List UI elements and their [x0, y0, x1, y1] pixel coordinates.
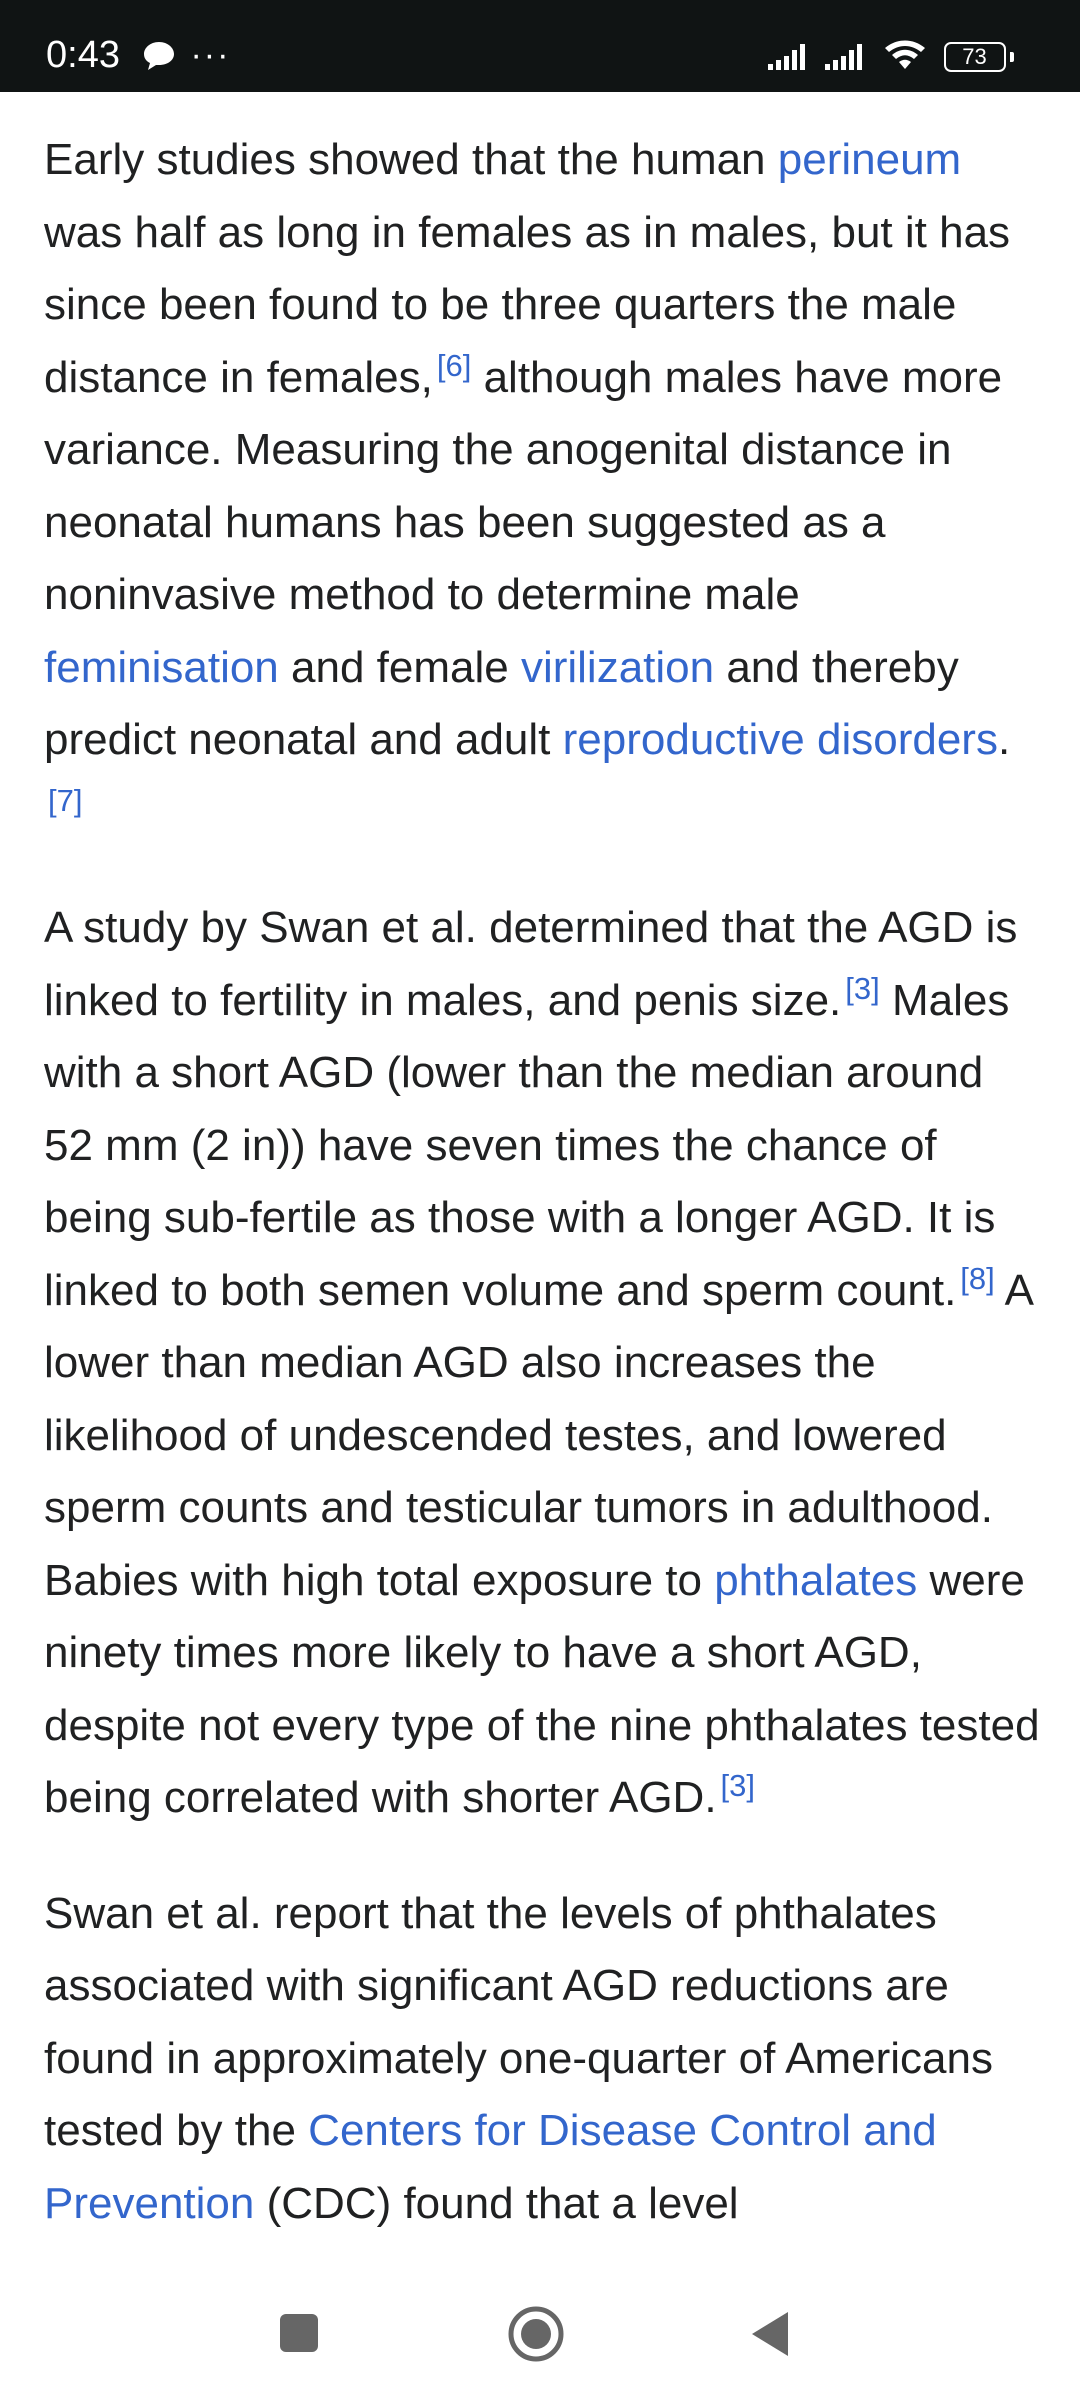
status-time: 0:43: [46, 34, 120, 76]
link-reproductive-disorders[interactable]: reproductive disorders: [562, 715, 998, 764]
navigation-bar: [0, 2268, 1080, 2400]
back-triangle-icon[interactable]: [748, 2310, 792, 2358]
text: Males with a short AGD (lower than the median around 52 mm (2 in)) have seven times the chance of being sub-fertile as those with a longer AGD. It is linked to both semen volume and sperm count.: [44, 975, 1010, 1315]
text: A lower than median AGD also increases the likelihood of undescended testes, and lowered sperm counts and testicular tumors in adulthood. Babies with high total exposure to: [44, 1265, 1032, 1605]
home-circle-icon[interactable]: [506, 2304, 566, 2364]
paragraph: [44, 92, 1044, 849]
link-cdc[interactable]: Centers for Disease Control and Prevention: [44, 2106, 937, 2228]
link-virilization[interactable]: virilization: [520, 642, 715, 692]
text: and female: [278, 642, 521, 692]
text: Swan et al. report that the levels of phthalates associated with significant AGD reductions are found in approximately one-quarter of Americans tested by the: [44, 1888, 993, 2155]
link-feminisation[interactable]: feminisation: [44, 642, 279, 692]
article-content: [44, 92, 1044, 2268]
text: A study by Swan et al. determined that the AGD is linked to fertility in males, and penis size.: [44, 903, 1018, 1025]
citation-8[interactable]: [8]: [960, 1260, 995, 1296]
text: were ninety times more likely to have a short AGD, despite not every type of the nine phthalates tested being correlated with shorter AGD.: [44, 1555, 1040, 1822]
paragraph: [44, 1878, 1044, 2241]
link-perineum[interactable]: perineum: [777, 135, 962, 184]
text: .: [997, 715, 1011, 764]
signal-icon: [768, 40, 816, 70]
paragraph: [44, 892, 1044, 1835]
signal-icon: [825, 40, 877, 70]
wifi-icon: [883, 38, 927, 70]
status-right-icons: [768, 38, 1014, 78]
battery-level: 73: [962, 44, 987, 69]
status-left-icons: [142, 36, 231, 81]
battery-tip: [1010, 52, 1014, 62]
battery-icon: [944, 42, 1006, 72]
text: (CDC) found that a level: [254, 2178, 739, 2228]
citation-6[interactable]: [6]: [436, 347, 472, 383]
text: was half as long in females as in males, but it has since been found to be three quarters the male distance in females,: [44, 207, 1011, 402]
recents-square-icon[interactable]: [278, 2312, 322, 2356]
citation-3[interactable]: [3]: [720, 1768, 756, 1803]
citation-7[interactable]: [7]: [48, 782, 83, 818]
chat-bubble-icon: [142, 40, 176, 72]
more-notifications-icon: ···: [190, 36, 231, 74]
text: Early studies showed that the human: [44, 135, 778, 184]
text: although males have more variance. Measuring the anogenital distance in neonatal humans has been suggested as a noninvasive method to determine male: [44, 352, 1003, 619]
text: and thereby predict neonatal and adult: [44, 642, 959, 764]
link-phthalates[interactable]: phthalates: [714, 1555, 918, 1605]
status-bar: [0, 0, 1080, 92]
citation-3[interactable]: [3]: [845, 970, 880, 1006]
